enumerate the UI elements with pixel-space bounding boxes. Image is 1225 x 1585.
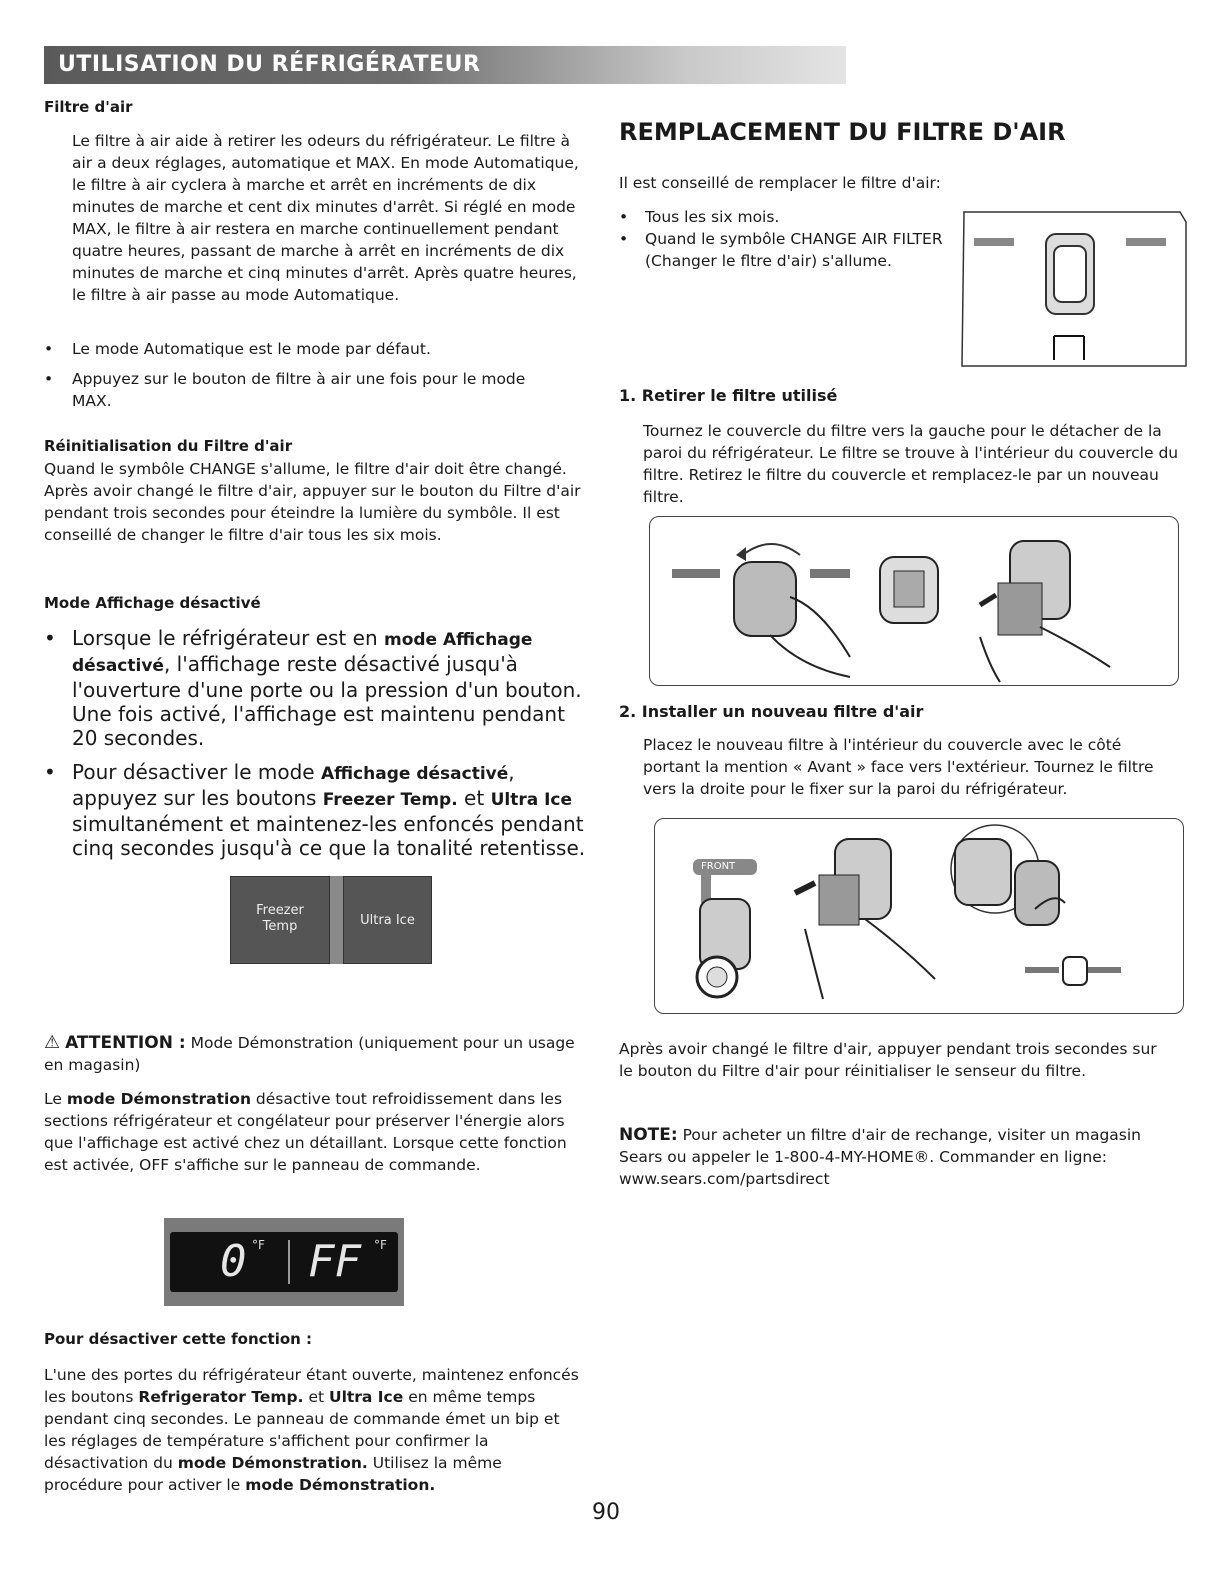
remove-filter-drawing bbox=[650, 517, 1177, 684]
section-header-title: UTILISATION DU RÉFRIGÉRATEUR bbox=[58, 52, 481, 77]
demo-display-image bbox=[164, 1218, 404, 1306]
step1-heading: 1. Retirer le filtre utilisé bbox=[619, 386, 838, 405]
air-filter-bullet-2: • Appuyez sur le bouton de filtre à air une fois pour le mode MAX. bbox=[44, 370, 526, 410]
display-panel bbox=[170, 1232, 398, 1292]
step1-paragraph: Tournez le couvercle du filtre vers la gauche pour le détacher de la paroi du réfrigérateur. Le filtre se trouve à l'intérieur du couvercle du filtre. Retirez le filtre du couvercle et remplacez-le par un nouveau filtre. bbox=[643, 422, 1179, 506]
disable-paragraph: L'une des portes du réfrigérateur étant ouverte, maintenez enfoncés les boutons Refrigerator Temp. et Ultra Ice en même temps pendant cinq secondes. Le panneau de commande émet un bip et les réglages de température s'affichent pour confirmer la désactivation du mode Démonstration. Utilisez la même procédure pour activer le mode Démonstration. bbox=[44, 1366, 579, 1494]
warning-icon: ⚠ bbox=[44, 1032, 61, 1053]
display-left-value: 0 bbox=[220, 1236, 247, 1287]
display-divider bbox=[288, 1240, 290, 1284]
replacement-bullet-1: • Tous les six mois. bbox=[619, 208, 780, 226]
after-change-paragraph: Après avoir changé le filtre d'air, appuyer pendant trois secondes sur le bouton du Filtre d'air pour réinitialiser le senseur du filtre. bbox=[619, 1040, 1157, 1080]
page-number: 90 bbox=[592, 1500, 620, 1525]
display-off-heading: Mode Affichage désactivé bbox=[44, 594, 261, 612]
replacement-bullet-2: • Quand le symbôle CHANGE AIR FILTER (Changer le fltre d'air) s'allume. bbox=[619, 230, 943, 270]
step2-heading: 2. Installer un nouveau filtre d'air bbox=[619, 702, 924, 721]
install-filter-illustration bbox=[654, 818, 1184, 1014]
display-right-unit: °F bbox=[374, 1238, 387, 1252]
change-air-filter-indicator-image bbox=[956, 208, 1188, 368]
rotate-arrow-icon bbox=[736, 547, 746, 561]
air-filter-paragraph: Le filtre à air aide à retirer les odeurs du réfrigérateur. Le filtre à air a deux réglages, automatique et MAX. En mode Automatique, le filtre à air cyclera à marche et arrêt en incréments de dix minutes de marche et cent dix minutes d'arrêt. Si réglé en mode MAX, le filtre à air restera en marche continuellement pendant quatre heures, passant de marche à arrêt en incréments de dix minutes de marche et cinq minutes d'arrêt. Après quatre heures, le filtre à air passe au mode Automatique. bbox=[72, 132, 579, 304]
replacement-intro: Il est conseillé de remplacer le filtre d'air: bbox=[619, 174, 941, 192]
disable-heading: Pour désactiver cette fonction : bbox=[44, 1330, 313, 1348]
display-right-value: FF bbox=[308, 1236, 361, 1287]
air-filter-heading: Filtre d'air bbox=[44, 98, 133, 116]
ultra-ice-button: Ultra Ice bbox=[343, 876, 432, 964]
freezer-temp-button: Freezer Temp bbox=[230, 876, 330, 964]
control-buttons-image bbox=[230, 876, 432, 964]
display-left-unit: °F bbox=[252, 1238, 265, 1252]
air-filter-bullet-1: • Le mode Automatique est le mode par défaut. bbox=[44, 340, 431, 358]
reset-paragraph: Quand le symbôle CHANGE s'allume, le filtre d'air doit être changé. Après avoir changé le filtre d'air, appuyer sur le bouton du Filtre d'air pendant trois secondes pour éteindre la lumière du symbôle. Il est conseillé de changer le filtre d'air tous les six mois. bbox=[44, 460, 581, 544]
attention-notice: ⚠ ATTENTION : Mode Démonstration (uniquement pour un usage en magasin) bbox=[44, 1032, 575, 1074]
remove-filter-illustration bbox=[649, 516, 1179, 686]
display-off-bullet-2: • Pour désactiver le mode Affichage désactivé, appuyez sur les boutons Freezer Temp. et Ultra Ice simultanément et maintenez-les enfoncés pendant cinq secondes jusqu'à ce que la tonalité retentisse. bbox=[44, 760, 586, 860]
step2-paragraph: Placez le nouveau filtre à l'intérieur du couvercle avec le côté portant la mention « Avant » face vers l'extérieur. Tournez le filtre vers la droite pour le fixer sur la paroi du réfrigérateur. bbox=[643, 736, 1154, 798]
demo-paragraph: Le mode Démonstration désactive tout refroidissement dans les sections réfrigérateur et congélateur pour préserver l'énergie alors que l'affichage est activé chez un détaillant. Lorsque cette fonction est activée, OFF s'affiche sur le panneau de commande. bbox=[44, 1090, 567, 1174]
display-off-bullet-1: • Lorsque le réfrigérateur est en mode Affichage désactivé, l'affichage reste désactivé jusqu'à l'ouverture d'une porte ou la pression d'un bouton. Une fois activé, l'affichage est maintenu pendant 20 secondes. bbox=[44, 626, 582, 750]
section-header bbox=[44, 46, 846, 84]
replacement-title: REMPLACEMENT DU FILTRE D'AIR bbox=[619, 118, 1066, 146]
note-paragraph: NOTE: Pour acheter un filtre d'air de rechange, visiter un magasin Sears ou appeler le 1-800-4-MY-HOME®. Commander en ligne: www.sears.com/partsdirect bbox=[619, 1125, 1141, 1188]
reset-heading: Réinitialisation du Filtre d'air bbox=[44, 437, 293, 455]
front-label: FRONT bbox=[701, 861, 736, 872]
install-filter-drawing bbox=[655, 819, 1182, 1012]
